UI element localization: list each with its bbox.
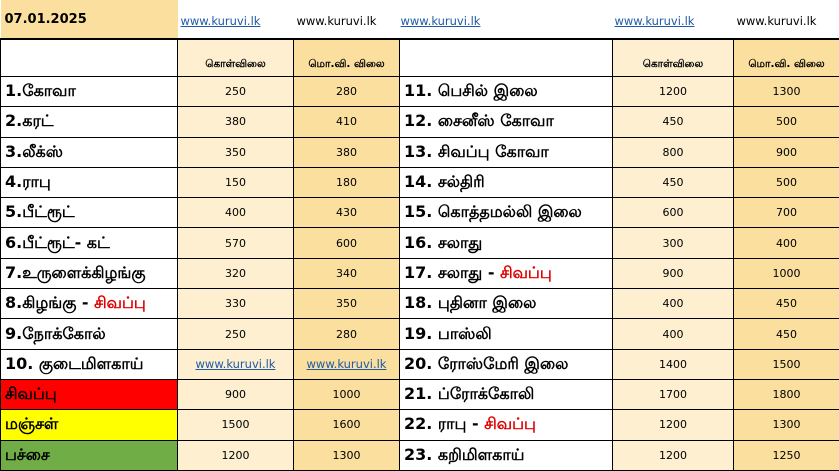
retail-value: 280 — [336, 85, 357, 98]
item-name — [1, 410, 178, 440]
item-name — [1, 228, 178, 258]
retail-price — [294, 137, 400, 167]
item-name — [400, 410, 613, 440]
table-row — [1, 228, 839, 258]
item-name — [400, 107, 613, 137]
table-row — [1, 319, 839, 349]
item-name-text: 17. சலாது - — [404, 263, 500, 282]
retail-header: மொ.வி. விலை — [294, 39, 400, 77]
table-row — [1, 77, 839, 107]
item-name-text: 19. பாஸ்லி — [404, 324, 492, 343]
item-name — [400, 319, 613, 349]
retail-value: 450 — [776, 328, 797, 341]
item-name — [1, 379, 178, 409]
retail-value: 430 — [336, 206, 357, 219]
item-name-text: 18. புதினா இலை — [404, 293, 536, 312]
wholesale-value: 1500 — [222, 418, 250, 431]
item-name — [400, 198, 613, 228]
retail-value[interactable]: www.kuruvi.lk — [307, 357, 387, 371]
website-link[interactable]: www.kuruvi.lk — [181, 14, 261, 28]
retail-price — [734, 258, 839, 288]
retail-header: மொ.வி. விலை — [734, 39, 839, 77]
item-name — [400, 289, 613, 319]
wholesale-price — [178, 440, 294, 470]
item-name — [400, 440, 613, 470]
retail-value: 1300 — [773, 418, 801, 431]
wholesale-price — [613, 319, 734, 349]
website-link[interactable]: www.kuruvi.lk — [401, 14, 481, 28]
link-cell-5 — [734, 0, 839, 39]
item-name — [1, 77, 178, 107]
wholesale-price — [178, 228, 294, 258]
item-name — [400, 258, 613, 288]
wholesale-value: 350 — [225, 146, 246, 159]
item-name — [400, 77, 613, 107]
item-name-text: 3.லீக்ஸ் — [5, 142, 63, 161]
wholesale-value: 250 — [225, 328, 246, 341]
link-cell-2 — [294, 0, 400, 39]
item-name-text: 15. கொத்தமல்லி இலை — [404, 202, 582, 221]
wholesale-price — [178, 379, 294, 409]
item-name-text: 14. சல்திரி — [404, 172, 485, 191]
retail-value: 1500 — [773, 358, 801, 371]
wholesale-price — [613, 410, 734, 440]
retail-value: 380 — [336, 146, 357, 159]
table-row — [1, 440, 839, 470]
item-name — [1, 107, 178, 137]
wholesale-value: 450 — [663, 115, 684, 128]
retail-value: 700 — [776, 206, 797, 219]
item-name — [1, 137, 178, 167]
retail-price — [294, 410, 400, 440]
retail-price — [734, 410, 839, 440]
item-name-text: 10. குடைமிளகாய் — [5, 354, 143, 373]
retail-price — [294, 440, 400, 470]
item-name-text: 23. கறிமிளகாய் — [404, 445, 524, 464]
header-blank — [400, 39, 613, 77]
wholesale-price — [178, 319, 294, 349]
retail-value: 180 — [336, 176, 357, 189]
table-row — [1, 107, 839, 137]
retail-price — [294, 258, 400, 288]
retail-value: 1250 — [773, 449, 801, 462]
wholesale-value: 450 — [663, 176, 684, 189]
date-cell — [1, 0, 178, 39]
retail-value: 1300 — [333, 449, 361, 462]
wholesale-value: 400 — [663, 297, 684, 310]
table-row — [1, 379, 839, 409]
website-link[interactable]: www.kuruvi.lk — [615, 14, 695, 28]
retail-value: 280 — [336, 328, 357, 341]
wholesale-value: 1200 — [659, 449, 687, 462]
wholesale-price — [178, 349, 294, 379]
retail-value: 340 — [336, 267, 357, 280]
wholesale-value: 400 — [225, 206, 246, 219]
retail-value: 1800 — [773, 388, 801, 401]
retail-price — [734, 289, 839, 319]
item-name-text: 16. சலாது — [404, 233, 482, 252]
retail-price — [294, 289, 400, 319]
item-name-text: 7.உருளைக்கிழங்கு — [5, 263, 146, 282]
table-row — [1, 289, 839, 319]
table-row — [1, 167, 839, 197]
retail-price — [734, 77, 839, 107]
retail-price — [294, 107, 400, 137]
item-name-text: 20. ரோஸ்மேரி இலை — [404, 354, 568, 373]
retail-price — [294, 228, 400, 258]
wholesale-value: 250 — [225, 85, 246, 98]
item-name-text: 6.பீட்ரூட்- கட் — [5, 233, 110, 252]
retail-price — [734, 167, 839, 197]
wholesale-header: கொள்விலை — [613, 39, 734, 77]
table-row — [1, 258, 839, 288]
wholesale-price — [178, 198, 294, 228]
item-name-text: 5.பீட்ரூட் — [5, 202, 75, 221]
retail-price — [294, 167, 400, 197]
wholesale-value: 1200 — [222, 449, 250, 462]
date: 07.01.2025 — [5, 12, 87, 27]
item-variant-red: சிவப்பு — [500, 263, 552, 282]
wholesale-value: 900 — [663, 267, 684, 280]
wholesale-price — [613, 167, 734, 197]
retail-value: 500 — [776, 115, 797, 128]
wholesale-value: 330 — [225, 297, 246, 310]
item-name-text: 1.கோவா — [5, 81, 76, 100]
item-name — [400, 349, 613, 379]
wholesale-value: 570 — [225, 237, 246, 250]
wholesale-price — [178, 258, 294, 288]
wholesale-value: 300 — [663, 237, 684, 250]
retail-value: 1000 — [773, 267, 801, 280]
wholesale-value: 600 — [663, 206, 684, 219]
wholesale-header: கொள்விலை — [178, 39, 294, 77]
item-name-text: 11. பெசில் இலை — [404, 81, 538, 100]
retail-price — [734, 440, 839, 470]
retail-price — [294, 319, 400, 349]
item-name-text: 21. ப்ரோக்கோலி — [404, 384, 534, 403]
wholesale-value: 1400 — [659, 358, 687, 371]
website-text: www.kuruvi.lk — [737, 14, 817, 28]
retail-price — [734, 349, 839, 379]
wholesale-price — [178, 167, 294, 197]
wholesale-price — [613, 228, 734, 258]
retail-price — [294, 349, 400, 379]
item-name — [1, 440, 178, 470]
wholesale-price — [178, 410, 294, 440]
retail-value: 1000 — [333, 388, 361, 401]
header-blank — [1, 39, 178, 77]
item-name-text: பச்சை — [5, 445, 50, 464]
website-text: www.kuruvi.lk — [297, 14, 377, 28]
table-row — [1, 349, 839, 379]
item-name — [1, 198, 178, 228]
wholesale-value: 800 — [663, 146, 684, 159]
item-name — [400, 137, 613, 167]
wholesale-value: 320 — [225, 267, 246, 280]
retail-value: 450 — [776, 297, 797, 310]
wholesale-value: 900 — [225, 388, 246, 401]
wholesale-price — [613, 77, 734, 107]
item-name — [400, 379, 613, 409]
wholesale-price — [178, 289, 294, 319]
wholesale-value: 1700 — [659, 388, 687, 401]
retail-value: 500 — [776, 176, 797, 189]
wholesale-value[interactable]: www.kuruvi.lk — [196, 357, 276, 371]
wholesale-price — [613, 107, 734, 137]
item-name-text: 8.கிழங்கு - — [5, 293, 94, 312]
retail-value: 350 — [336, 297, 357, 310]
link-cell-3 — [400, 0, 613, 39]
wholesale-price — [613, 258, 734, 288]
wholesale-value: 400 — [663, 328, 684, 341]
retail-price — [294, 198, 400, 228]
wholesale-price — [613, 137, 734, 167]
item-name — [1, 319, 178, 349]
item-name — [1, 349, 178, 379]
retail-value: 1300 — [773, 85, 801, 98]
wholesale-price — [613, 440, 734, 470]
item-name — [1, 258, 178, 288]
retail-price — [734, 137, 839, 167]
retail-value: 900 — [776, 146, 797, 159]
item-name-text: மஞ்சள் — [5, 414, 58, 433]
item-name — [400, 228, 613, 258]
link-cell-1 — [178, 0, 294, 39]
item-name — [400, 167, 613, 197]
item-variant-red: சிவப்பு — [484, 414, 536, 433]
wholesale-value: 1200 — [659, 418, 687, 431]
item-name-text: 4.ராபு — [5, 172, 51, 191]
retail-value: 400 — [776, 237, 797, 250]
retail-value: 1600 — [333, 418, 361, 431]
link-cell-4 — [613, 0, 734, 39]
retail-price — [294, 77, 400, 107]
item-name-text: 9.நோக்கோல் — [5, 324, 106, 343]
retail-value: 600 — [336, 237, 357, 250]
wholesale-value: 1200 — [659, 85, 687, 98]
item-name-text: 22. ராபு - — [404, 414, 484, 433]
retail-price — [294, 379, 400, 409]
item-name — [1, 167, 178, 197]
wholesale-price — [613, 379, 734, 409]
item-variant-red: சிவப்பு — [94, 293, 146, 312]
item-name-text: 2.கரட் — [5, 111, 53, 130]
wholesale-value: 380 — [225, 115, 246, 128]
wholesale-price — [178, 137, 294, 167]
wholesale-price — [613, 289, 734, 319]
retail-price — [734, 107, 839, 137]
wholesale-price — [178, 107, 294, 137]
retail-price — [734, 379, 839, 409]
table-row — [1, 137, 839, 167]
table-row — [1, 198, 839, 228]
item-name-text: 13. சிவப்பு கோவா — [404, 142, 549, 161]
retail-price — [734, 198, 839, 228]
item-name-text: 12. சைனீஸ் கோவா — [404, 111, 554, 130]
wholesale-price — [613, 349, 734, 379]
wholesale-price — [178, 77, 294, 107]
wholesale-price — [613, 198, 734, 228]
table-row — [1, 410, 839, 440]
retail-price — [734, 228, 839, 258]
retail-price — [734, 319, 839, 349]
wholesale-value: 150 — [225, 176, 246, 189]
item-name — [1, 289, 178, 319]
item-name-text: சிவப்பு — [5, 384, 57, 403]
retail-value: 410 — [336, 115, 357, 128]
